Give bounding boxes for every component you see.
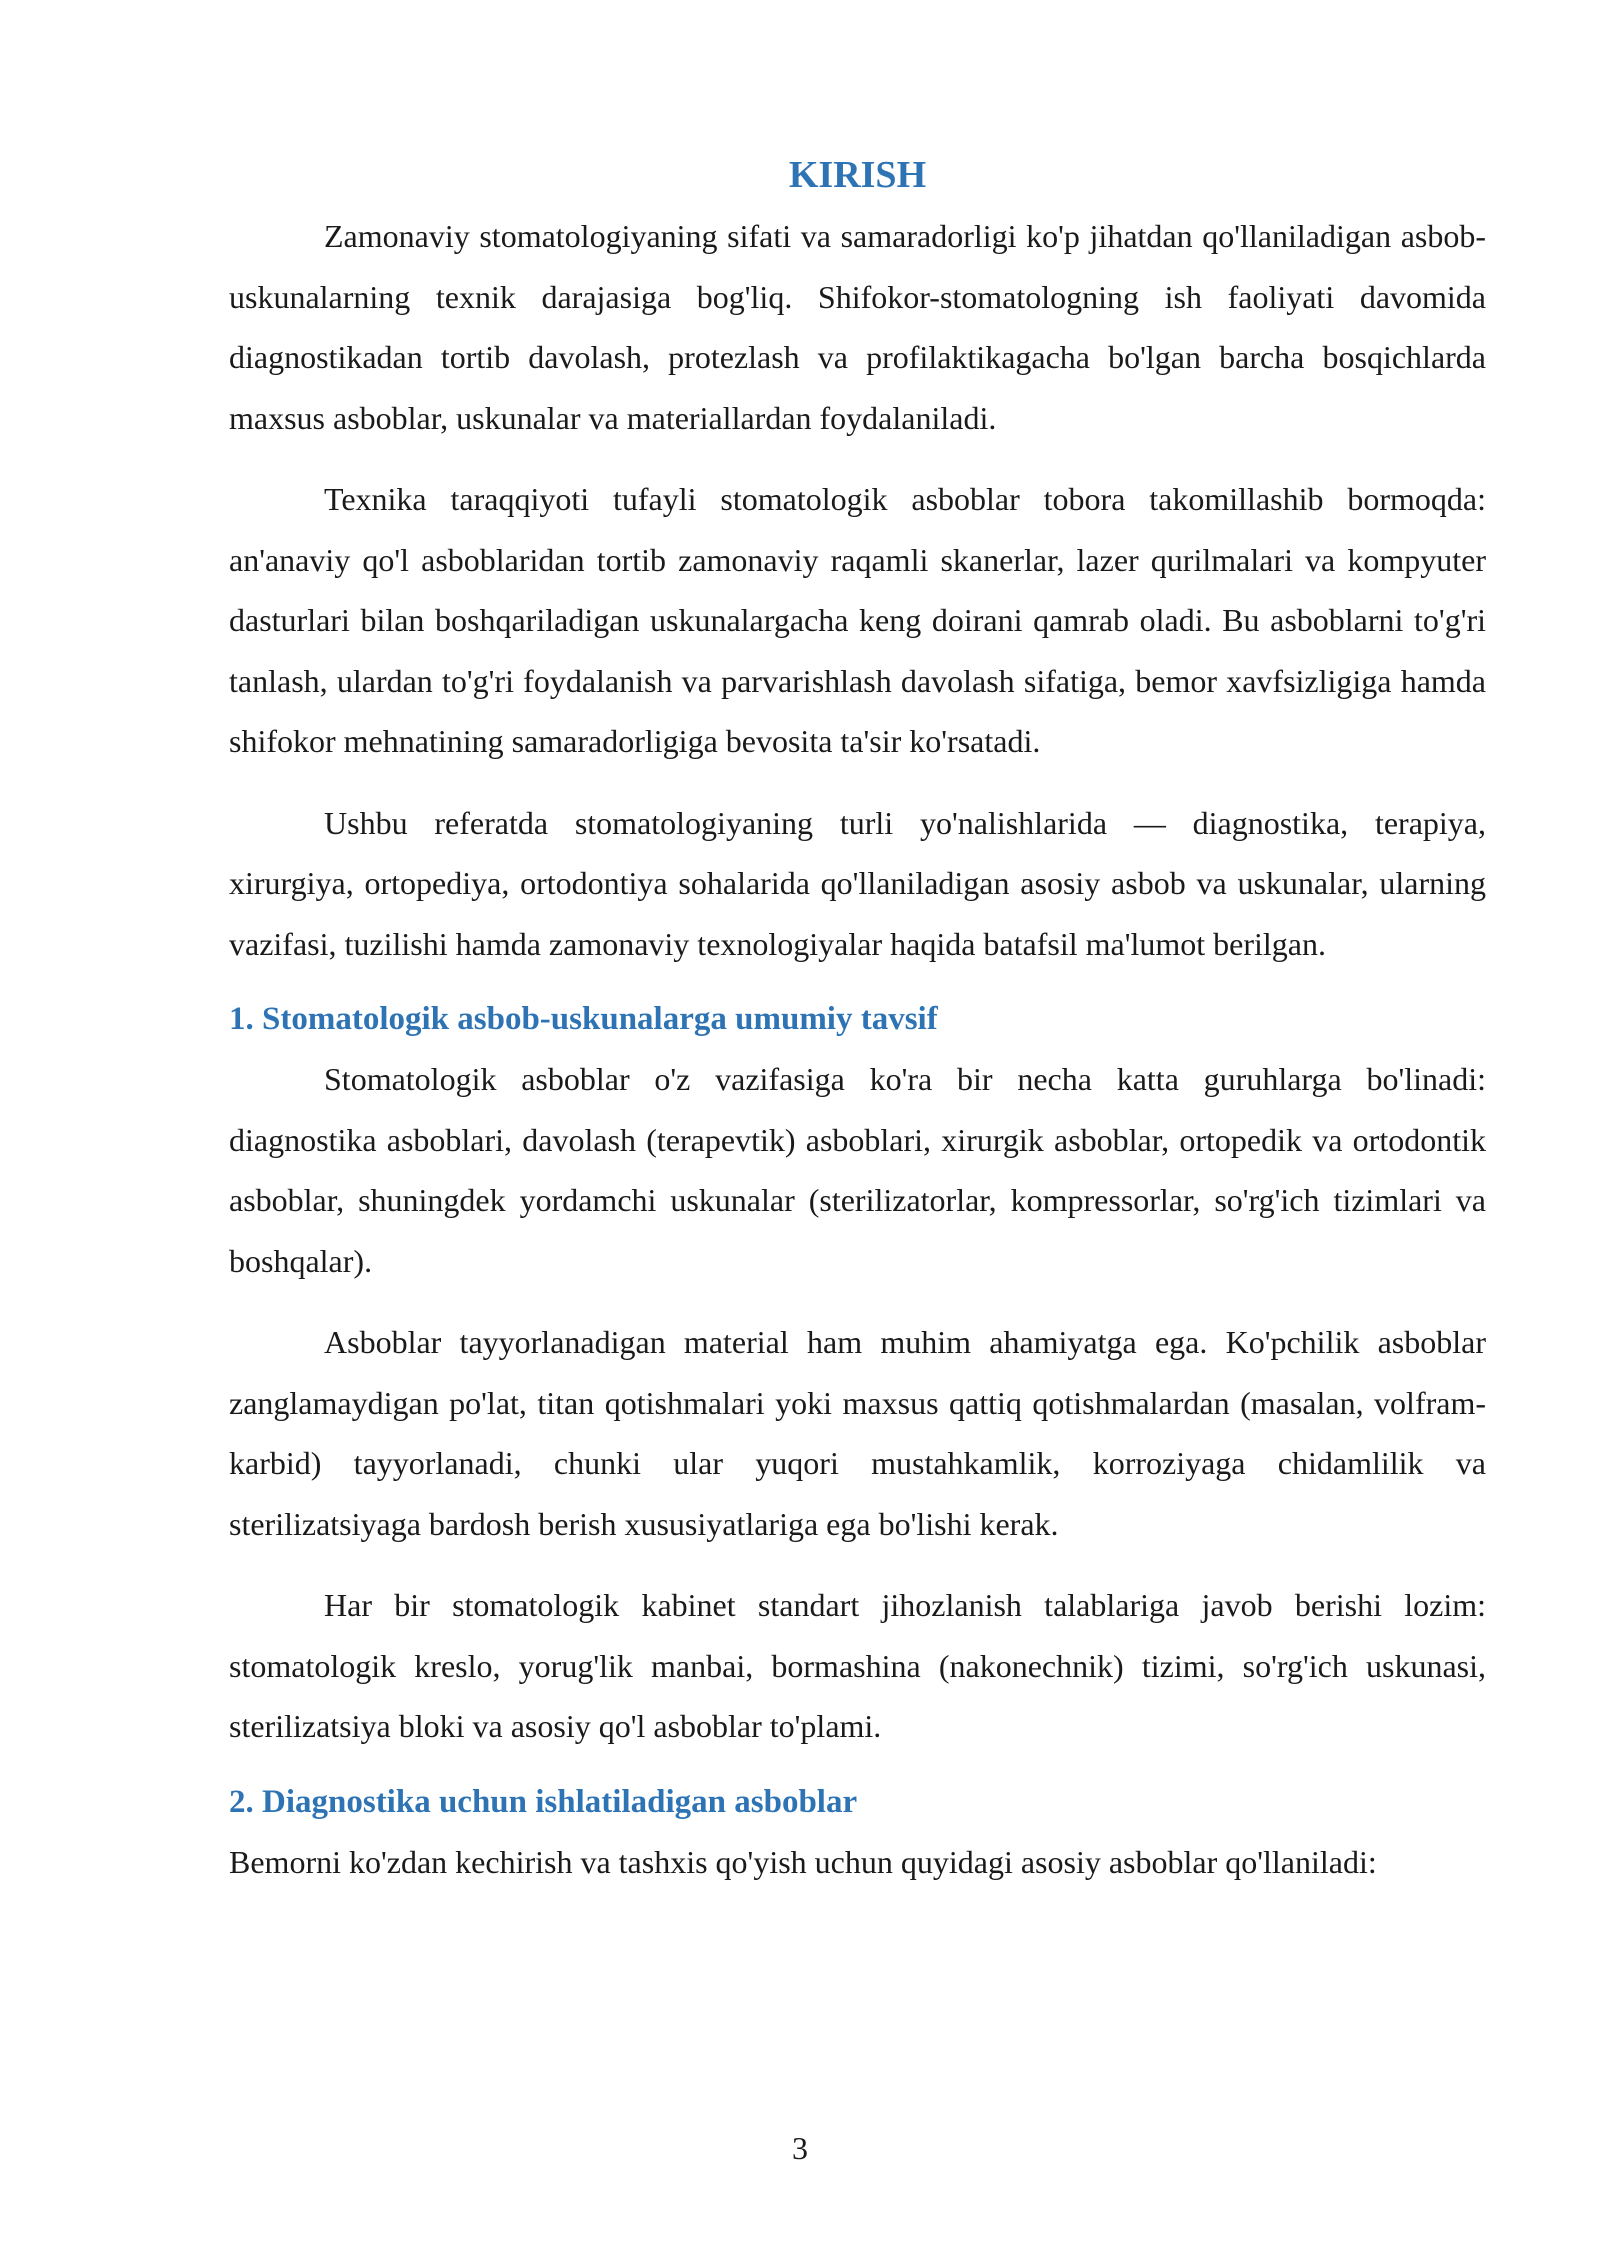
intro-paragraph-3: Ushbu referatda stomatologiyaning turli yo'nalishlarida — diagnostika, terapiya, xirurgiya, ortopediya, ortodontiya sohalarida qo'llaniladigan asosiy asbob va uskunalar, ularning vazifasi, tuzilishi hamda zamonaviy texnologiyalar haqida batafsil ma'lumot berilgan. — [229, 804, 1486, 962]
page-title: KIRISH — [788, 154, 927, 196]
section-1-paragraph-3: Har bir stomatologik kabinet standart jihozlanish talablariga javob berishi lozim: stomatologik kreslo, yorug'lik manbai, bormashina (nakonechnik) tizimi, so'rg'ich uskunasi, sterilizatsiya bloki va asosiy qo'l asboblar to'plami. — [229, 1587, 1486, 1744]
section-1-paragraph-2: Asboblar tayyorlanadigan material ham muhim ahamiyatga ega. Ko'pchilik asboblar zanglamaydigan po'lat, titan qotishmalari yoki maxsus qattiq qotishmalardan (masalan, volfram-karbid) tayyorlanadi, chunki ular yuqori mustahkamlik, korroziyaga chidamlilik va sterilizatsiyaga bardosh berish xususiyatlariga ega bo'lishi kerak. — [229, 1324, 1486, 1542]
section-1-heading: 1. Stomatologik asbob-uskunalarga umumiy tavsif — [229, 1001, 938, 1037]
document-page — [229, 150, 1486, 1913]
section-1-paragraph-1: Stomatologik asboblar o'z vazifasiga ko'ra bir necha katta guruhlarga bo'linadi: diagnostika asboblari, davolash (terapevtik) asboblari, xirurgik asboblar, ortopedik va ortodontik asboblar, shuningdek yordamchi uskunalar (sterilizatorlar, kompressorlar, so'rg'ich tizimlari va boshqalar). — [229, 1061, 1486, 1279]
intro-paragraph-1: Zamonaviy stomatologiyaning sifati va samaradorligi ko'p jihatdan qo'llaniladigan asbob-uskunalarning texnik darajasiga bog'liq. Shifokor-stomatologning ish faoliyati davomida diagnostikadan tortib davolash, protezlash va profilaktikagacha bo'lgan barcha bosqichlarda maxsus asboblar, uskunalar va materiallardan foydalaniladi. — [229, 218, 1486, 436]
section-2-heading: 2. Diagnostika uchun ishlatiladigan asboblar — [229, 1783, 858, 1820]
page-number: 3 — [792, 2130, 808, 2166]
intro-paragraph-2: Texnika taraqqiyoti tufayli stomatologik asboblar tobora takomillashib bormoqda: an'anaviy qo'l asboblaridan tortib zamonaviy raqamli skanerlar, lazer qurilmalari va kompyuter dasturlari bilan boshqariladigan uskunalargacha keng doirani qamrab oladi. Bu asboblarni to'g'ri tanlash, ulardan to'g'ri foydalanish va parvarishlash davolash sifatiga, bemor xavfsizligiga hamda shifokor mehnatining samaradorligiga bevosita ta'sir ko'rsatadi. — [229, 481, 1486, 759]
section-2-paragraph-1: Bemorni ko'zdan kechirish va tashxis qo'yish uchun quyidagi asosiy asboblar qo'llaniladi: — [229, 1843, 1377, 1880]
